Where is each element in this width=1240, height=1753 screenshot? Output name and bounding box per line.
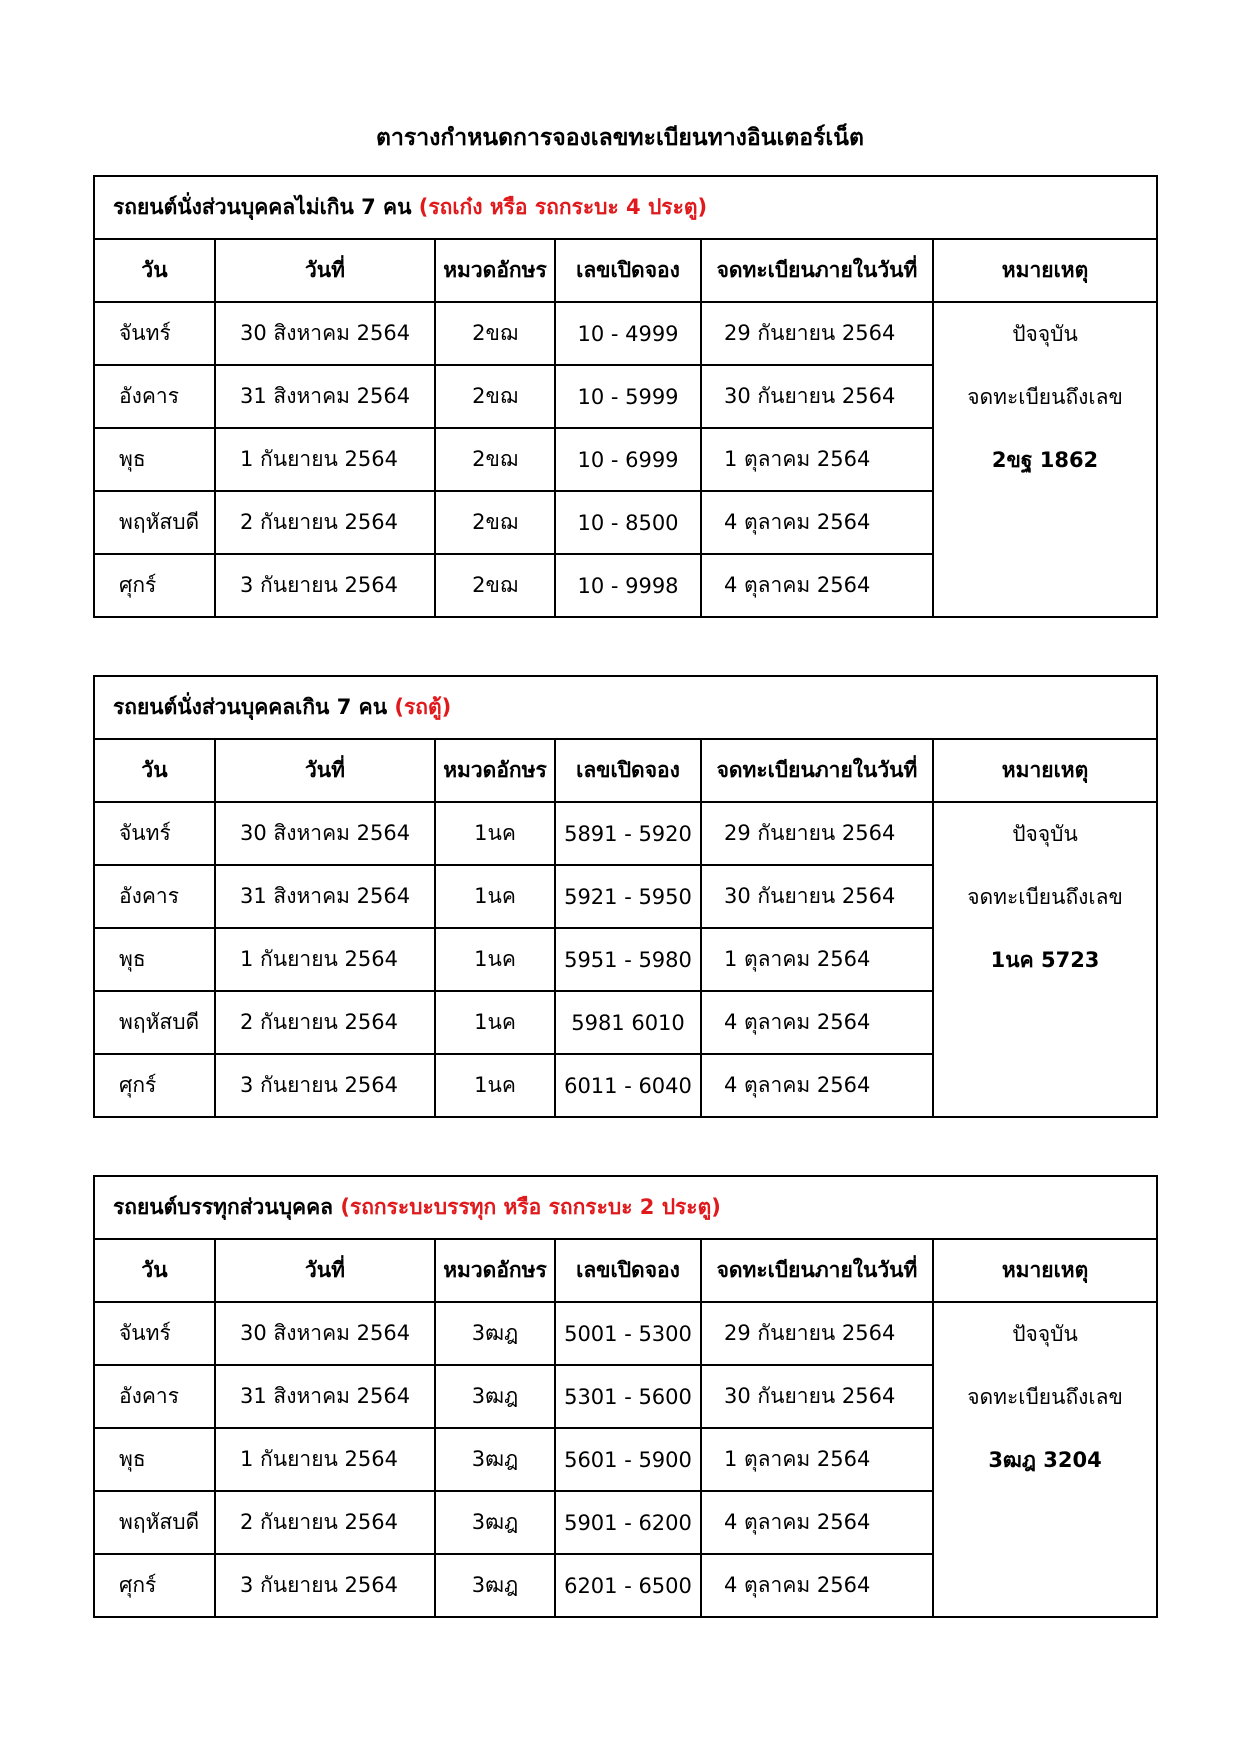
cell-register-by: 29 กันยายน 2564 [701,802,933,865]
cell-register-by: 4 ตุลาคม 2564 [701,554,933,617]
table-title [94,1176,1157,1239]
cell-day: พฤหัสบดี [94,1491,215,1554]
remark-text: จดทะเบียนถึงเลข [967,885,1123,909]
cell-day: ศุกร์ [94,554,215,617]
cell-date: 30 สิงหาคม 2564 [215,302,435,365]
cell-series: 1นค [435,928,555,991]
cell-range: 10 - 9998 [555,554,701,617]
cell-date: 2 กันยายน 2564 [215,1491,435,1554]
cell-range: 5901 - 6200 [555,1491,701,1554]
current-registration-number: 3ฒฎ 3204 [988,1448,1102,1472]
column-header-range: เลขเปิดจอง [555,1239,701,1302]
cell-series: 2ขฌ [435,554,555,617]
cell-date: 1 กันยายน 2564 [215,428,435,491]
cell-range: 5301 - 5600 [555,1365,701,1428]
column-header-day: วัน [94,739,215,802]
header-row [94,739,1157,802]
cell-register-by: 4 ตุลาคม 2564 [701,991,933,1054]
schedule-table [93,175,1158,618]
schedule-table [93,1175,1158,1618]
vehicle-type-note: (รถตู้) [394,695,452,719]
current-registration-number: 1นค 5723 [990,948,1100,972]
cell-date: 2 กันยายน 2564 [215,991,435,1054]
cell-day: พุธ [94,928,215,991]
remark-text: ปัจจุบัน [1012,822,1078,846]
table-row [94,802,1157,865]
cell-date: 30 สิงหาคม 2564 [215,1302,435,1365]
cell-range: 5891 - 5920 [555,802,701,865]
column-header-series: หมวดอักษร [435,739,555,802]
column-header-series: หมวดอักษร [435,239,555,302]
remark-cell [933,802,1157,1117]
cell-range: 5921 - 5950 [555,865,701,928]
cell-date: 1 กันยายน 2564 [215,928,435,991]
cell-series: 1นค [435,865,555,928]
cell-date: 31 สิงหาคม 2564 [215,365,435,428]
cell-date: 2 กันยายน 2564 [215,491,435,554]
cell-day: อังคาร [94,1365,215,1428]
cell-day: อังคาร [94,865,215,928]
cell-register-by: 1 ตุลาคม 2564 [701,1428,933,1491]
column-header-register-by: จดทะเบียนภายในวันที่ [701,239,933,302]
schedule-table [93,675,1158,1118]
column-header-remark: หมายเหตุ [933,739,1157,802]
cell-day: จันทร์ [94,802,215,865]
cell-series: 3ฒฎ [435,1554,555,1617]
cell-series: 1นค [435,991,555,1054]
column-header-remark: หมายเหตุ [933,239,1157,302]
cell-date: 30 สิงหาคม 2564 [215,802,435,865]
cell-day: พฤหัสบดี [94,491,215,554]
cell-range: 6201 - 6500 [555,1554,701,1617]
remark-text: จดทะเบียนถึงเลข [967,1385,1123,1409]
cell-range: 10 - 6999 [555,428,701,491]
remark-text: ปัจจุบัน [1012,322,1078,346]
column-header-day: วัน [94,1239,215,1302]
cell-register-by: 4 ตุลาคม 2564 [701,1554,933,1617]
cell-series: 2ขฌ [435,365,555,428]
cell-register-by: 30 กันยายน 2564 [701,365,933,428]
column-header-range: เลขเปิดจอง [555,739,701,802]
cell-range: 5981 6010 [555,991,701,1054]
cell-register-by: 4 ตุลาคม 2564 [701,1054,933,1117]
cell-register-by: 29 กันยายน 2564 [701,302,933,365]
column-header-remark: หมายเหตุ [933,1239,1157,1302]
remark-cell [933,1302,1157,1617]
cell-series: 2ขฌ [435,302,555,365]
vehicle-type-note: (รถกระบะบรรทุก หรือ รถกระบะ 2 ประตู) [340,1195,721,1219]
table-row [94,302,1157,365]
cell-date: 3 กันยายน 2564 [215,554,435,617]
table-row [94,1302,1157,1365]
remark-cell [933,302,1157,617]
column-header-day: วัน [94,239,215,302]
cell-series: 3ฒฎ [435,1428,555,1491]
cell-series: 2ขฌ [435,491,555,554]
cell-series: 3ฒฎ [435,1302,555,1365]
cell-day: จันทร์ [94,1302,215,1365]
table-title [94,676,1157,739]
cell-register-by: 1 ตุลาคม 2564 [701,928,933,991]
page-title: ตารางกำหนดการจองเลขทะเบียนทางอินเตอร์เน็ต [376,125,864,151]
header-row [94,1239,1157,1302]
cell-date: 1 กันยายน 2564 [215,1428,435,1491]
cell-register-by: 29 กันยายน 2564 [701,1302,933,1365]
cell-register-by: 4 ตุลาคม 2564 [701,491,933,554]
cell-day: พุธ [94,1428,215,1491]
vehicle-type-note: (รถเก๋ง หรือ รถกระบะ 4 ประตู) [418,195,708,219]
vehicle-type: รถยนต์นั่งส่วนบุคคลไม่เกิน 7 คน [113,195,419,219]
cell-range: 10 - 4999 [555,302,701,365]
cell-day: พฤหัสบดี [94,991,215,1054]
column-header-date: วันที่ [215,739,435,802]
remark-text: ปัจจุบัน [1012,1322,1078,1346]
remark-text: จดทะเบียนถึงเลข [967,385,1123,409]
vehicle-type: รถยนต์นั่งส่วนบุคคลเกิน 7 คน [113,695,395,719]
cell-range: 5951 - 5980 [555,928,701,991]
cell-date: 3 กันยายน 2564 [215,1554,435,1617]
cell-series: 1นค [435,802,555,865]
cell-series: 1นค [435,1054,555,1117]
cell-series: 2ขฌ [435,428,555,491]
cell-range: 5601 - 5900 [555,1428,701,1491]
column-header-date: วันที่ [215,239,435,302]
cell-day: พุธ [94,428,215,491]
vehicle-type: รถยนต์บรรทุกส่วนบุคคล [113,1195,341,1219]
cell-day: จันทร์ [94,302,215,365]
cell-register-by: 30 กันยายน 2564 [701,865,933,928]
header-row [94,239,1157,302]
cell-register-by: 1 ตุลาคม 2564 [701,428,933,491]
column-header-register-by: จดทะเบียนภายในวันที่ [701,1239,933,1302]
cell-range: 10 - 5999 [555,365,701,428]
table-title [94,176,1157,239]
cell-series: 3ฒฎ [435,1491,555,1554]
column-header-series: หมวดอักษร [435,1239,555,1302]
cell-register-by: 30 กันยายน 2564 [701,1365,933,1428]
current-registration-number: 2ขฐ 1862 [991,448,1099,472]
cell-date: 3 กันยายน 2564 [215,1054,435,1117]
cell-range: 10 - 8500 [555,491,701,554]
cell-date: 31 สิงหาคม 2564 [215,865,435,928]
column-header-range: เลขเปิดจอง [555,239,701,302]
cell-register-by: 4 ตุลาคม 2564 [701,1491,933,1554]
column-header-register-by: จดทะเบียนภายในวันที่ [701,739,933,802]
cell-series: 3ฒฎ [435,1365,555,1428]
cell-day: อังคาร [94,365,215,428]
cell-day: ศุกร์ [94,1054,215,1117]
cell-day: ศุกร์ [94,1554,215,1617]
cell-range: 6011 - 6040 [555,1054,701,1117]
column-header-date: วันที่ [215,1239,435,1302]
cell-date: 31 สิงหาคม 2564 [215,1365,435,1428]
cell-range: 5001 - 5300 [555,1302,701,1365]
